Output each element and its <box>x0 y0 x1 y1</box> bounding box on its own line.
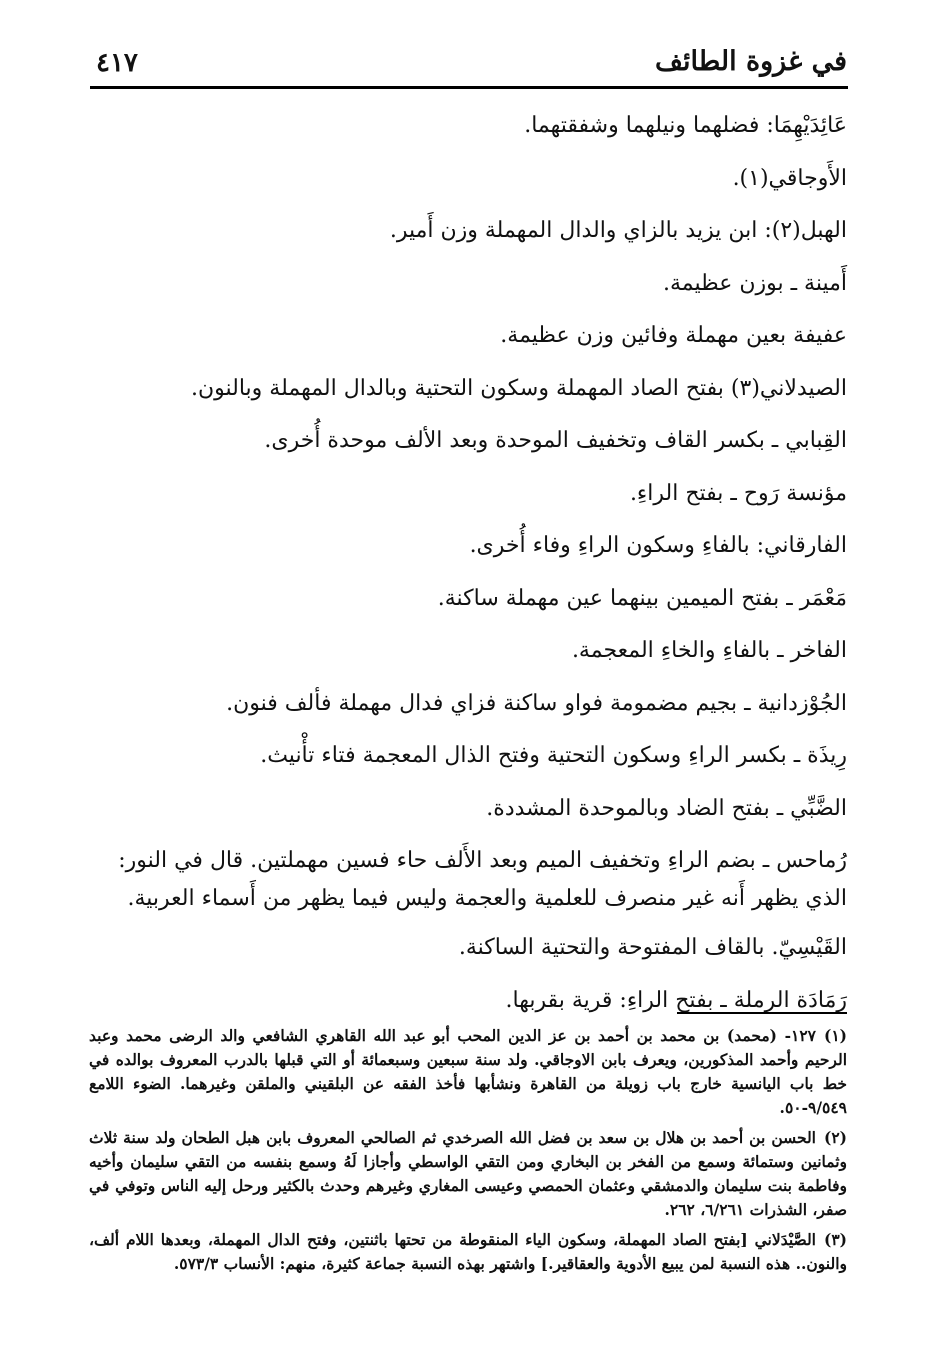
running-header-title: في غزوة الطائف <box>655 46 847 77</box>
entry: الهبل(٢): ابن يزيد بالزاي والدال المهملة وزن أَمير. <box>389 218 847 243</box>
footnote-number: (٢) <box>823 1128 847 1147</box>
footnote-text: الحسن بن أحمد بن هلال بن سعد بن فضل الله الصرخدي ثم الصالحي المعروف بابن هبل الطحان ولد سنة ثلاث وثمانين وستمائة وسمع من الفخر بن البخاري ومن التقي الواسطي وأجازا لَهُ وسمع بنفسه من التقي سليمان وأخيه وفاطمة بنت سليمان والدمشقي وعثمان الحمصي وعيسى المغاري وغيرهم وحدث بالكثير ورحل إليه الناس وتوفي في صفر، الشذرات ٦/٢٦١، ٢٦٢. <box>89 1128 847 1219</box>
entry: رُماحس ـ بضم الراءِ وتخفيف الميم وبعد الأَلف حاء فسين مهملتين. قال في النور: الذي يظهر أَنه غير منصرف للعلمية والعجمة وليس فيما يظهر من أَسماء العربية. <box>118 848 847 911</box>
footnote-text: ١٢٧- (محمد) بن محمد بن أحمد بن عز الدين المحب أبو عبد الله القاهري الشافعي والد الرضى محمد وعبد الرحيم وأحمد المذكورين، ويعرف بابن الاوجاقي. ولد سنة سبعين وسبعمائة أو التي قبلها بالدرب المعروف بوالده في خط باب اليانسية خارج باب زويلة من القاهرة ونشأبها فأخذ الفقه عن البلقيني والملقن وغيرهما. الضوء اللامع ٩/٥٤٩-٥٠. <box>89 1026 847 1117</box>
entry: أَمينة ـ بوزن عظيمة. <box>663 270 847 296</box>
footnote-text: الصَّيْدَلاني [بفتح الصاد المهملة، وسكون الياء المنقوطة من تحتها باثنتين، وفتح الدال المهملة، وبعدها اللام ألف، والنون.. هذه النسبة لمن يبيع الأدوية والعقاقير.] واشتهر بهذه النسبة جماعة كثيرة، منهم: الأنساب ٥٧٣/٣. <box>89 1230 847 1273</box>
entry: القِبابي ـ بكسر القاف وتخفيف الموحدة وبعد الألف موحدة أُخرى. <box>264 428 847 453</box>
entry: رِيذَة ـ بكسر الراءِ وسكون التحتية وفتح الذال المعجمة فتاء تأْنيث. <box>260 743 847 768</box>
footnote <box>89 1024 847 1120</box>
entry: عَائِدَيْهِمَا: فضلهما ونيلهما وشفقتهما. <box>524 113 847 138</box>
footnote <box>89 1228 847 1276</box>
footnote-number: (١) <box>823 1026 847 1045</box>
entry: الجُوْزدانية ـ بجيم مضمومة فواو ساكنة فزاي فدال مهملة فألف فنون. <box>226 690 847 716</box>
footnote-rule <box>677 1012 847 1014</box>
entry: رَمَادَة الرملة ـ بفتح الراءِ: قرية بقربها. <box>505 987 847 1013</box>
entry: عفيفة بعين مهملة وفائين وزن عظيمة. <box>500 323 847 348</box>
entry: الأَوجاقي(١). <box>732 165 847 191</box>
header-rule <box>90 86 848 89</box>
entry: الفارقاني: بالفاءِ وسكون الراءِ وفاء أُخرى. <box>469 533 847 558</box>
footnotes <box>89 1024 847 1282</box>
entry-list <box>89 100 847 1027</box>
entry: القَيْسِيّ. بالقاف المفتوحة والتحتية الساكنة. <box>458 935 847 960</box>
entry: الضَّبِّي ـ بفتح الضاد وبالموحدة المشددة. <box>486 795 847 821</box>
page-number: ٤١٧ <box>96 48 138 78</box>
entry: الصيدلاني(٣) بفتح الصاد المهملة وسكون التحتية وبالدال المهملة وبالنون. <box>190 375 847 401</box>
entry: مَعْمَر ـ بفتح الميمين بينهما عين مهملة ساكنة. <box>437 585 847 611</box>
footnote-number: (٣) <box>823 1230 847 1249</box>
entry: الفاخر ـ بالفاءِ والخاءِ المعجمة. <box>571 638 847 663</box>
footnote <box>89 1126 847 1222</box>
entry: مؤنسة رَوح ـ بفتح الراءِ. <box>629 480 847 506</box>
